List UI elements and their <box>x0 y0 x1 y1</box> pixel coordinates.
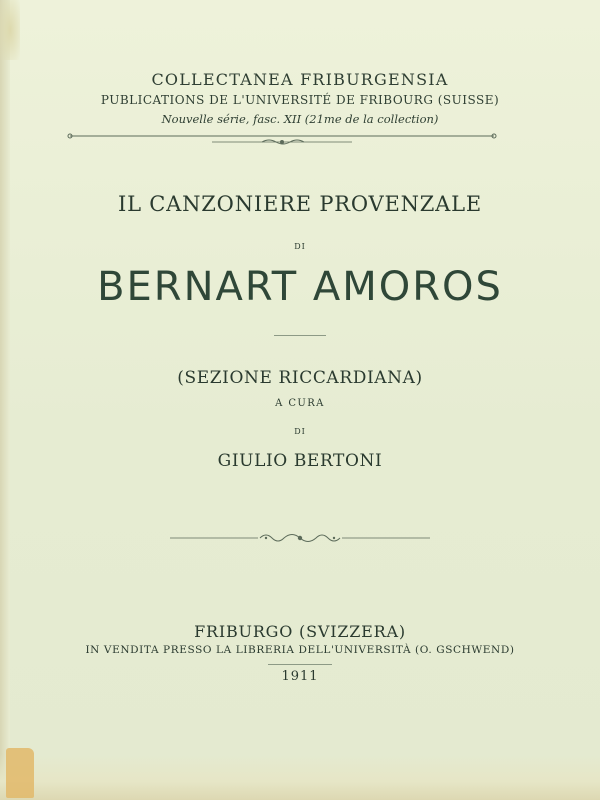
di-connector-2: DI <box>294 427 306 436</box>
series-title: COLLECTANEA FRIBURGENSIA <box>151 70 449 89</box>
year-divider <box>268 664 332 665</box>
short-divider <box>274 335 326 336</box>
section-subtitle: (SEZIONE RICCARDIANA) <box>177 368 423 388</box>
editor-name: GIULIO BERTONI <box>217 451 383 471</box>
di-connector: DI <box>294 242 306 251</box>
paper-stain-top <box>0 0 20 60</box>
publications-line: PUBLICATIONS DE L'UNIVERSITÉ DE FRIBOURG (SUISSE) <box>100 93 500 107</box>
imprint-sale-line: IN VENDITA PRESSO LA LIBRERIA DELL'UNIVERSITÀ (O. GSCHWEND) <box>85 644 515 656</box>
work-title: IL CANZONIERE PROVENZALE <box>117 192 483 216</box>
paper-edge-bottom <box>0 754 600 800</box>
author-name: BERNART AMOROS <box>97 264 503 310</box>
top-ornamental-rule <box>66 133 498 147</box>
imprint-year: 1911 <box>281 669 319 684</box>
paper-stain-corner <box>6 748 34 798</box>
imprint-place: FRIBURGO (SVIZZERA) <box>194 622 406 641</box>
a-cura-line: A CURA <box>275 398 325 409</box>
nouvelle-serie-line: Nouvelle série, fasc. XII (21me de la collection) <box>161 112 439 126</box>
middle-ornamental-rule <box>170 530 430 546</box>
